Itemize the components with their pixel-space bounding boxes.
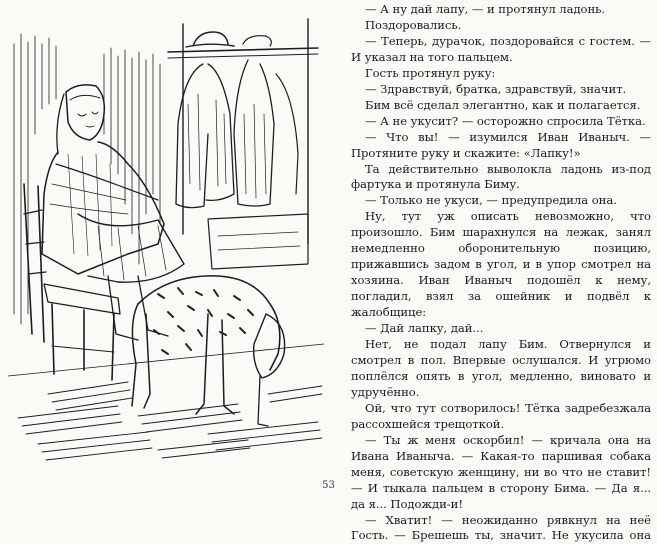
woman-and-dog-illustration-icon — [8, 14, 324, 462]
paragraph: — А не укусит? — осторожно спросила Тётка. — [351, 114, 651, 130]
paragraph: — Что вы! — изумился Иван Иваныч. — Протяните руку и скажите: «Лапку!» — [351, 130, 651, 162]
book-illustration — [8, 14, 324, 462]
paragraph: Ой, что тут сотворилось! Тётка задребезжала рассохшейся трещоткой. — [351, 401, 651, 433]
paragraph: Та действительно выволокла ладонь из-под фартука и протянула Биму. — [351, 162, 651, 194]
paragraph: — Здравствуй, братка, здравствуй, значит. — [351, 82, 651, 98]
paragraph: Нет, не подал лапу Бим. Отвернулся и смотрел в пол. Впервые ослушался. И угрюмо поплёлся опять в угол, медленно, виновато и удручённо. — [351, 337, 651, 401]
paragraph: — Только не укуси, — предупредила она. — [351, 193, 651, 209]
page-number: 53 — [0, 480, 657, 491]
paragraph: Гость протянул руку: — [351, 66, 651, 82]
paragraph: — Хватит! — неожиданно рявкнул на неё Гость. — Брешешь ты, значит. Не укусила она — [351, 513, 651, 544]
paragraph: — Ты ж меня оскорбил! — кричала она на Ивана Иваныча. — Какая-то паршивая собака меня, советскую женщину, ни во что не ставит! — И тыкала пальцем в сторону Бима. — Да я... да я... Подожди-и! — [351, 433, 651, 513]
paragraph: Ну, тут уж описать невозможно, что произошло. Бим шарахнулся на лежак, занял немедленно оборонительную позицию, прижавшись задом в угол, и в упор смотрел на хозяина. Иван Иваныч подошёл к нему, погладил, взял за ошейник и подвёл к жалобщице: — [351, 209, 651, 321]
text-column — [351, 2, 651, 544]
paragraph: Поздоровались. — [351, 18, 651, 34]
paragraph: Бим всё сделал элегантно, как и полагается. — [351, 98, 651, 114]
paragraph: — Теперь, дурачок, поздоровайся с гостем. — И указал на того пальцем. — [351, 34, 651, 66]
paragraph: — А ну дай лапу, — и протянул ладонь. — [351, 2, 651, 18]
paragraph: — Дай лапку, дай... — [351, 321, 651, 337]
